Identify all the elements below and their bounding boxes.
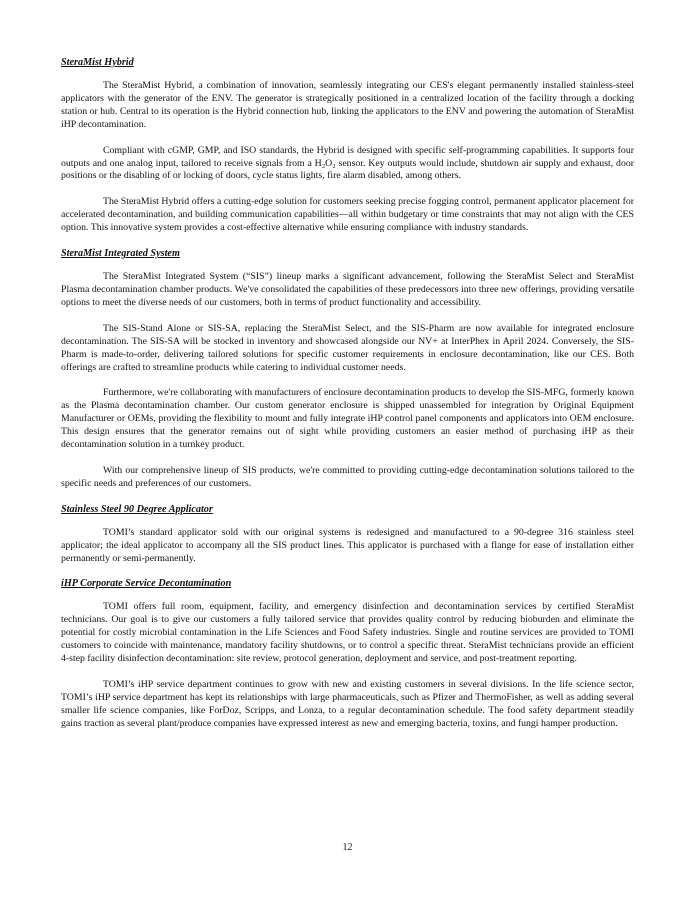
section-title: Stainless Steel 90 Degree Applicator (61, 503, 213, 515)
section-steramist-integrated-system (61, 248, 634, 491)
paragraph: Compliant with cGMP, GMP, and ISO standards, the Hybrid is designed with specific self-programming capabilities. It supports four outputs and one analog input, tailored to receive signals from a H₂O₂ sensor. Key outputs would include, shutdown air supply and exhaust, door positions or the disabling of or locking of doors, cycle status lights, fire alarm disabled, among others. (61, 144, 634, 182)
section-title: iHP Corporate Service Decontamination (61, 578, 232, 590)
paragraph: TOMI’s standard applicator sold with our original systems is redesigned and manufactured to a 90-degree 316 stainless steel applicator; the ideal applicator to accompany all the SIS product lines. This applicator is purchased with a flange for ease of installation either permanently or semi-permanently. (61, 526, 634, 564)
page-number: 12 (342, 842, 353, 853)
section-steramist-hybrid (61, 57, 634, 235)
section-title: SteraMist Integrated System (61, 248, 180, 260)
paragraph: The SteraMist Hybrid, a combination of innovation, seamlessly integrating our CES's elegant permanently installed stainless-steel applicators with the generator of the ENV. The generator is strategically positioned in a centralized location of the facility through a docking station or hub. Central to its operation is the Hybrid connection hub, linking the applicators to the ENV and powering the automation of SteraMist iHP decontamination. (61, 80, 634, 130)
section-stainless-steel-applicator (61, 504, 634, 566)
paragraph: The SIS-Stand Alone or SIS-SA, replacing the SteraMist Select, and the SIS-Pharm are now available for integrated enclosure decontamination. The SIS-SA will be stocked in inventory and showcased alongside our NV+ at InterPhex in April 2024. Conversely, the SIS-Pharm is made-to-order, delivering tailored solutions for specific customer requirements in enclosure decontamination, like our CES. Both offerings are crafted to streamline products while catering to individual customer needs. (61, 322, 634, 373)
section-ihp-corporate-service (61, 578, 634, 730)
paragraph: The SteraMist Integrated System (“SIS”) lineup marks a significant advancement, following the SteraMist Select and SteraMist Plasma decontamination chamber products. We've consolidated the capabilities of these predecessors into three new offerings, providing versatile options to meet the diverse needs of our customers, both in terms of product functionality and accessibility. (61, 271, 634, 308)
paragraph: TOMI offers full room, equipment, facility, and emergency disinfection and decontamination services by certified SteraMist technicians. Our goal is to give our customers a fully tailored service that provides quality control by reducing bioburden and eliminate the potential for costly microbial contamination in the Life Sciences and Food Safety industries. Single and routine services are provided to TOMI customers to coincide with maintenance, mandatory facility shutdowns, or to control a specific threat. SteraMist technicians provide an efficient 4-step facility disinfection decontamination: site review, protocol generation, deployment and service, and post-treatment reporting. (61, 601, 634, 665)
paragraph: TOMI’s iHP service department continues to grow with new and existing customers in several divisions. In the life science sector, TOMI’s iHP service department has kept its relationships with large pharmaceuticals, such as Pfizer and ThermoFisher, as well as adding several smaller life science companies, like ForDoz, Scripps, and Lonza, to a regular decontamination schedule. The food safety department steadily gains traction as several plant/produce companies have expressed interest as new and emerging bacteria, toxins, and fungi hamper production. (61, 679, 634, 729)
paragraph: Furthermore, we're collaborating with manufacturers of enclosure decontamination products to develop the SIS-MFG, formerly known as the Plasma decontamination chamber. Our custom generator enclosure is shipped unassembled for integration by Original Equipment Manufacturer or OEMs, providing the flexibility to mount and fully integrate iHP control panel components and applicators into OEM enclosure. This design ensures that the generator remains out of sight while providing customers an easier method of purchasing iHP as their decontamination solution in a turnkey product. (61, 387, 634, 451)
document-page (61, 57, 634, 744)
paragraph: With our comprehensive lineup of SIS products, we're committed to providing cutting-edge decontamination solutions tailored to the specific needs and preferences of our customers. (61, 464, 634, 489)
section-title: SteraMist Hybrid (61, 57, 134, 68)
paragraph: The SteraMist Hybrid offers a cutting-edge solution for customers seeking precise fogging control, permanent applicator placement for accelerated decontamination, and building communication capabilities—all within budgetary or time constraints that may not align with the CES option. This innovative system provides a cost-effective alternative while ensuring compliance with industry standards. (61, 196, 634, 234)
